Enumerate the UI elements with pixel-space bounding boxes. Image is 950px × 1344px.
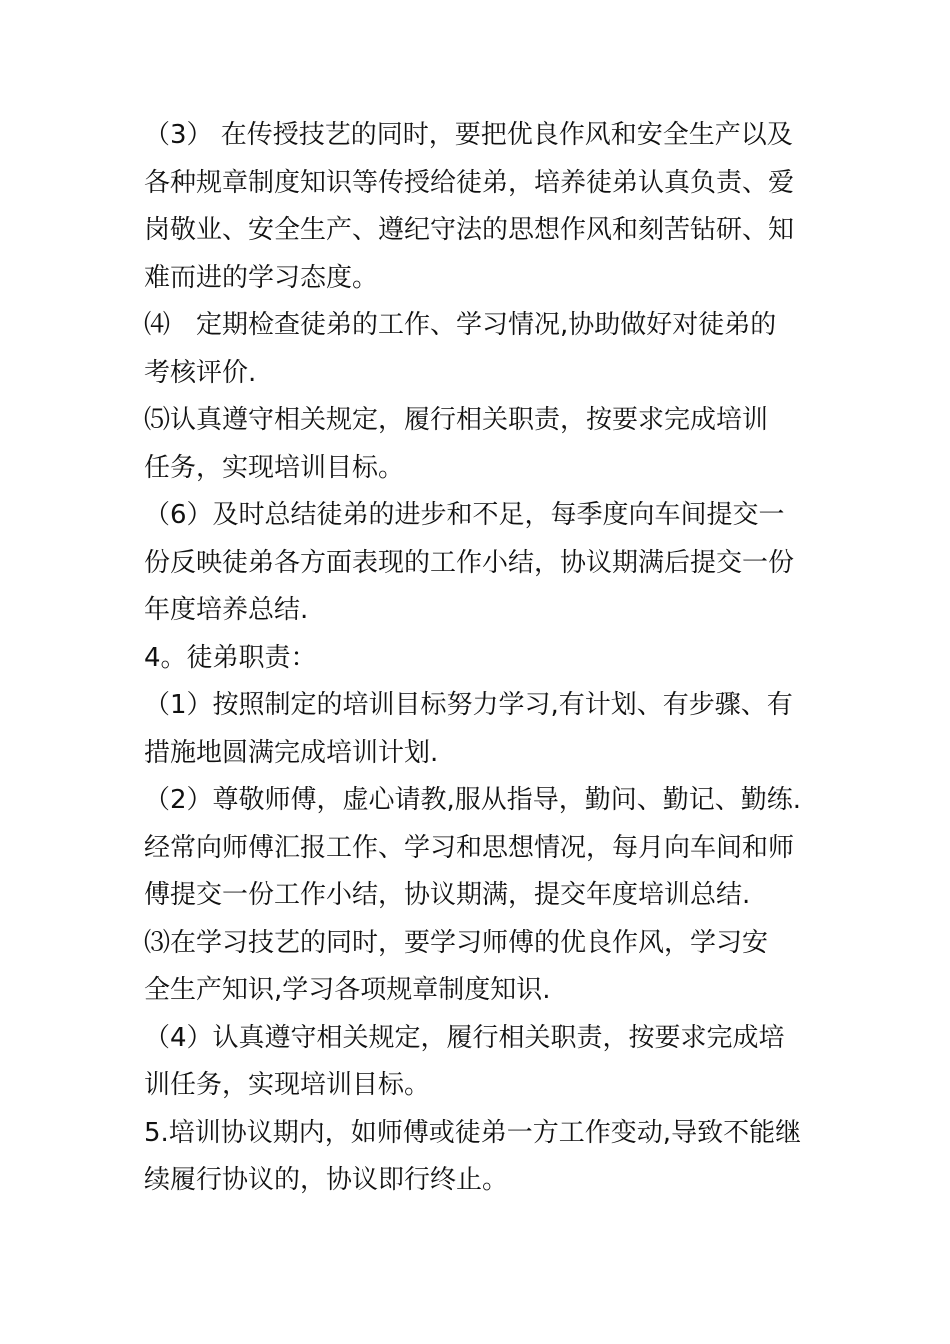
section-heading: 4。徒弟职责： xyxy=(144,642,317,673)
text-line: 经常向师傅汇报工作、学习和思想情况，每月向车间和师 xyxy=(144,832,795,863)
text-line: 难而进的学习态度。 xyxy=(144,262,379,293)
text-line: （6）及时总结徒弟的进步和不足，每季度向车间提交一 xyxy=(144,500,785,530)
text-line: 措施地圆满完成培训计划. xyxy=(144,737,439,768)
text-line: （2）尊敬师傅，虚心请教,服从指导，勤问、勤记、勤练. xyxy=(144,785,802,815)
text-line: 训任务，实现培训目标。 xyxy=(144,1070,431,1100)
text-line: 考核评价. xyxy=(144,357,257,388)
text-line: ⑷ 定期检查徒弟的工作、学习情况,协助做好对徒弟的 xyxy=(144,310,777,340)
text-line: ⑶在学习技艺的同时，要学习师傅的优良作风，学习安 xyxy=(144,927,769,958)
text-line: ⑸认真遵守相关规定，履行相关职责，按要求完成培训 xyxy=(144,405,769,435)
text-line: 各种规章制度知识等传授给徒弟，培养徒弟认真负责、爱 xyxy=(144,167,795,198)
text-line: （1）按照制定的培训目标努力学习,有计划、有步骤、有 xyxy=(144,690,793,720)
text-line: 份反映徒弟各方面表现的工作小结，协议期满后提交一份 xyxy=(144,547,795,578)
text-line: 年度培养总结. xyxy=(144,595,309,625)
text-line: （3） 在传授技艺的同时，要把优良作风和安全生产以及 xyxy=(144,120,793,150)
text-line: 岗敬业、安全生产、遵纪守法的思想作风和刻苦钻研、知 xyxy=(144,215,795,245)
text-line: 续履行协议的，协议即行终止。 xyxy=(144,1165,509,1195)
text-line: 5.培训协议期内，如师傅或徒弟一方工作变动,导致不能继 xyxy=(144,1117,802,1148)
document-body xyxy=(144,112,814,1205)
text-line: 任务，实现培训目标。 xyxy=(144,452,405,483)
text-line: 全生产知识,学习各项规章制度知识. xyxy=(144,975,551,1005)
text-line: 傅提交一份工作小结，协议期满，提交年度培训总结. xyxy=(144,880,751,910)
text-line: （4）认真遵守相关规定，履行相关职责，按要求完成培 xyxy=(144,1022,785,1053)
